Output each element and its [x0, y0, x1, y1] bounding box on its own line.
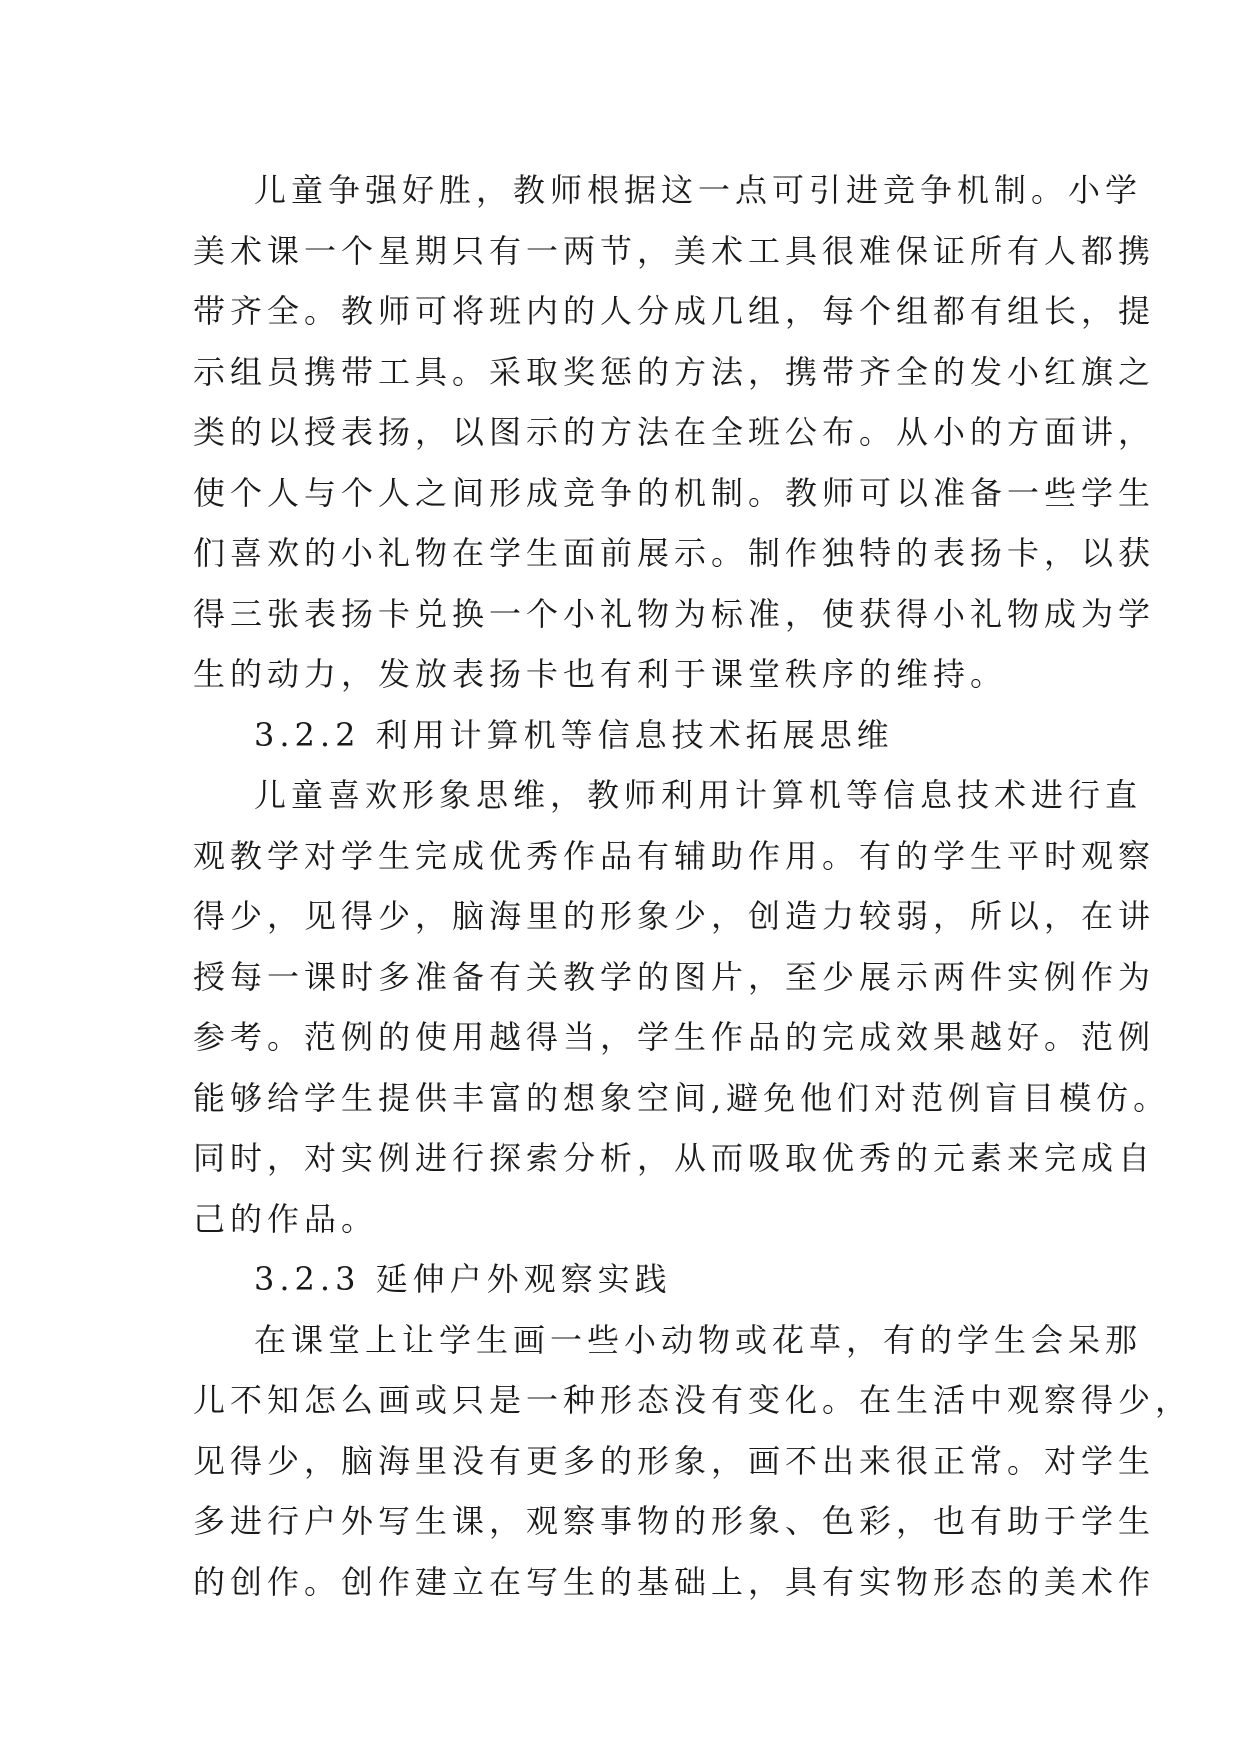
paragraph-line: 得三张表扬卡兑换一个小礼物为标准，使获得小礼物成为学 [193, 594, 1156, 633]
paragraph-line: 得少，见得少，脑海里的形象少，创造力较弱，所以，在讲 [193, 897, 1156, 935]
paragraph-line: 授每一课时多准备有关教学的图片，至少展示两件实例作为 [193, 957, 1156, 996]
paragraph-line: 示组员携带工具。采取奖惩的方法，携带齐全的发小红旗之 [193, 352, 1156, 391]
document-body [193, 160, 1193, 1612]
paragraph-line: 参考。范例的使用越得当，学生作品的完成效果越好。范例 [193, 1018, 1156, 1056]
paragraph-line: 们喜欢的小礼物在学生面前展示。制作独特的表扬卡，以获 [193, 534, 1156, 572]
paragraph-line: 的创作。创作建立在写生的基础上，具有实物形态的美术作 [193, 1562, 1156, 1601]
paragraph-line: 在课堂上让学生画一些小动物或花草，有的学生会呆那 [254, 1320, 1143, 1359]
paragraph-line: 使个人与个人之间形成竞争的机制。教师可以准备一些学生 [193, 473, 1156, 512]
section-heading-3-2-2: 3.2.2 利用计算机等信息技术拓展思维 [254, 715, 894, 754]
paragraph-line: 多进行户外写生课，观察事物的形象、色彩，也有助于学生 [193, 1502, 1156, 1540]
paragraph-line: 类的以授表扬，以图示的方法在全班公布。从小的方面讲， [193, 413, 1156, 451]
paragraph-line: 观教学对学生完成优秀作品有辅助作用。有的学生平时观察 [193, 836, 1156, 875]
paragraph-information-technology [193, 765, 1171, 1249]
paragraph-competition [193, 160, 1156, 705]
paragraph-line: 美术课一个星期只有一两节，美术工具很难保证所有人都携 [193, 231, 1156, 270]
paragraph-line: 同时，对实例进行探索分析，从而吸取优秀的元素来完成自 [193, 1139, 1156, 1177]
paragraph-line: 儿不知怎么画或只是一种形态没有变化。在生活中观察得少， [193, 1381, 1193, 1419]
paragraph-line: 能够给学生提供丰富的想象空间,避免他们对范例盲目模仿。 [193, 1078, 1171, 1117]
paragraph-outdoor-observation [193, 1310, 1193, 1613]
paragraph-line: 儿童争强好胜，教师根据这一点可引进竞争机制。小学 [254, 171, 1143, 209]
paragraph-line: 己的作品。 [193, 1199, 379, 1238]
section-heading-3-2-3: 3.2.3 延伸户外观察实践 [254, 1260, 672, 1298]
paragraph-line: 生的动力，发放表扬卡也有利于课堂秩序的维持。 [193, 655, 1008, 693]
paragraph-line: 见得少，脑海里没有更多的形象，画不出来很正常。对学生 [193, 1441, 1156, 1480]
paragraph-line: 带齐全。教师可将班内的人分成几组，每个组都有组长，提 [193, 292, 1156, 330]
paragraph-line: 儿童喜欢形象思维，教师利用计算机等信息技术进行直 [254, 776, 1143, 814]
